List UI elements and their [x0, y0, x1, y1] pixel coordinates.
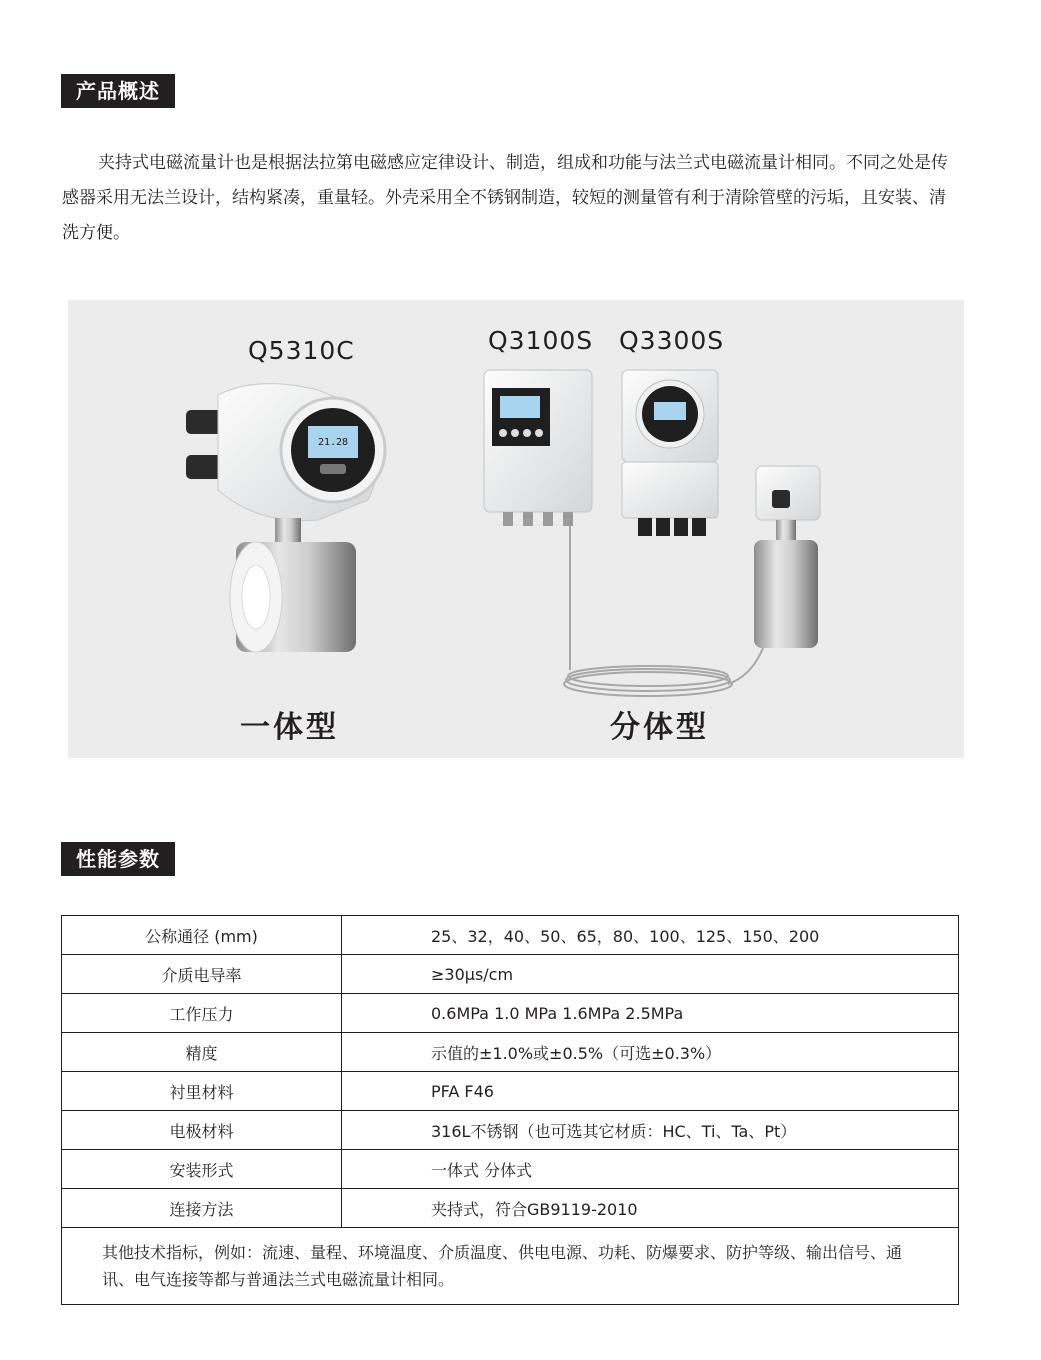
- section-heading-params: 性能参数: [61, 842, 175, 876]
- spec-value: PFA F46: [342, 1072, 959, 1111]
- spec-value: ≥30μs/cm: [342, 955, 959, 994]
- split-converter-q3300s: [622, 370, 718, 536]
- spec-value: 0.6MPa 1.0 MPa 1.6MPa 2.5MPa: [342, 994, 959, 1033]
- cable-gland-top-icon: [186, 410, 222, 434]
- split-converter-q3100s: [484, 370, 592, 526]
- integrated-type-label: 一体型: [240, 710, 339, 745]
- spec-key: 精度: [62, 1033, 342, 1072]
- model-label-q5310c: Q5310C: [248, 336, 355, 365]
- spec-value: 25、32，40、50、65，80、100、125、150、200: [342, 916, 959, 955]
- table-row: [62, 1189, 959, 1228]
- table-row: [62, 1072, 959, 1111]
- table-row: [62, 916, 959, 955]
- model-label-q3300s: Q3300S: [619, 326, 725, 355]
- split-type-label: 分体型: [610, 710, 709, 745]
- flowmeter-illustration: [68, 300, 964, 758]
- section-heading-overview: 产品概述: [61, 74, 175, 108]
- svg-text:21.28: 21.28: [317, 437, 349, 448]
- spec-value: 316L不锈钢（也可选其它材质：HC、Ti、Ta、Pt）: [342, 1111, 959, 1150]
- spec-note: 其他技术指标，例如：流速、量程、环境温度、介质温度、供电电源、功耗、防爆要求、防护等级、输出信号、通讯、电气连接等都与普通法兰式电磁流量计相同。: [62, 1228, 959, 1305]
- table-row: [62, 955, 959, 994]
- table-row: [62, 994, 959, 1033]
- spec-key: 安装形式: [62, 1150, 342, 1189]
- spec-value: 夹持式，符合GB9119-2010: [342, 1189, 959, 1228]
- cable-gland-bottom-icon: [186, 455, 222, 479]
- spec-key: 衬里材料: [62, 1072, 342, 1111]
- integrated-flowmeter: [186, 384, 385, 652]
- spec-key: 工作压力: [62, 994, 342, 1033]
- model-label-q3100s: Q3100S: [488, 326, 594, 355]
- signal-cable: [564, 526, 773, 696]
- overview-paragraph: [62, 146, 962, 251]
- lcd-display-icon: [654, 402, 686, 420]
- overview-text: 夹持式电磁流量计也是根据法拉第电磁感应定律设计、制造，组成和功能与法兰式电磁流量计相同。不同之处是传感器采用无法兰设计，结构紧凑，重量轻。外壳采用全不锈钢制造，较短的测量管有利于清除管壁的污垢，且安装、清洗方便。: [62, 153, 948, 243]
- split-sensor: [754, 466, 820, 648]
- table-row: [62, 1033, 959, 1072]
- spec-key: 连接方法: [62, 1189, 342, 1228]
- spec-key: 电极材料: [62, 1111, 342, 1150]
- spec-value: 示值的±1.0%或±0.5%（可选±0.3%）: [342, 1033, 959, 1072]
- lcd-display-icon: [500, 396, 540, 418]
- connector-icon: [772, 490, 790, 508]
- table-row: [62, 1111, 959, 1150]
- table-row: [62, 1150, 959, 1189]
- specification-table: [61, 915, 959, 1305]
- product-image-panel: [68, 300, 964, 758]
- table-row-note: [62, 1228, 959, 1305]
- spec-key: 公称通径 (mm): [62, 916, 342, 955]
- spec-key: 介质电导率: [62, 955, 342, 994]
- spec-value: 一体式 分体式: [342, 1150, 959, 1189]
